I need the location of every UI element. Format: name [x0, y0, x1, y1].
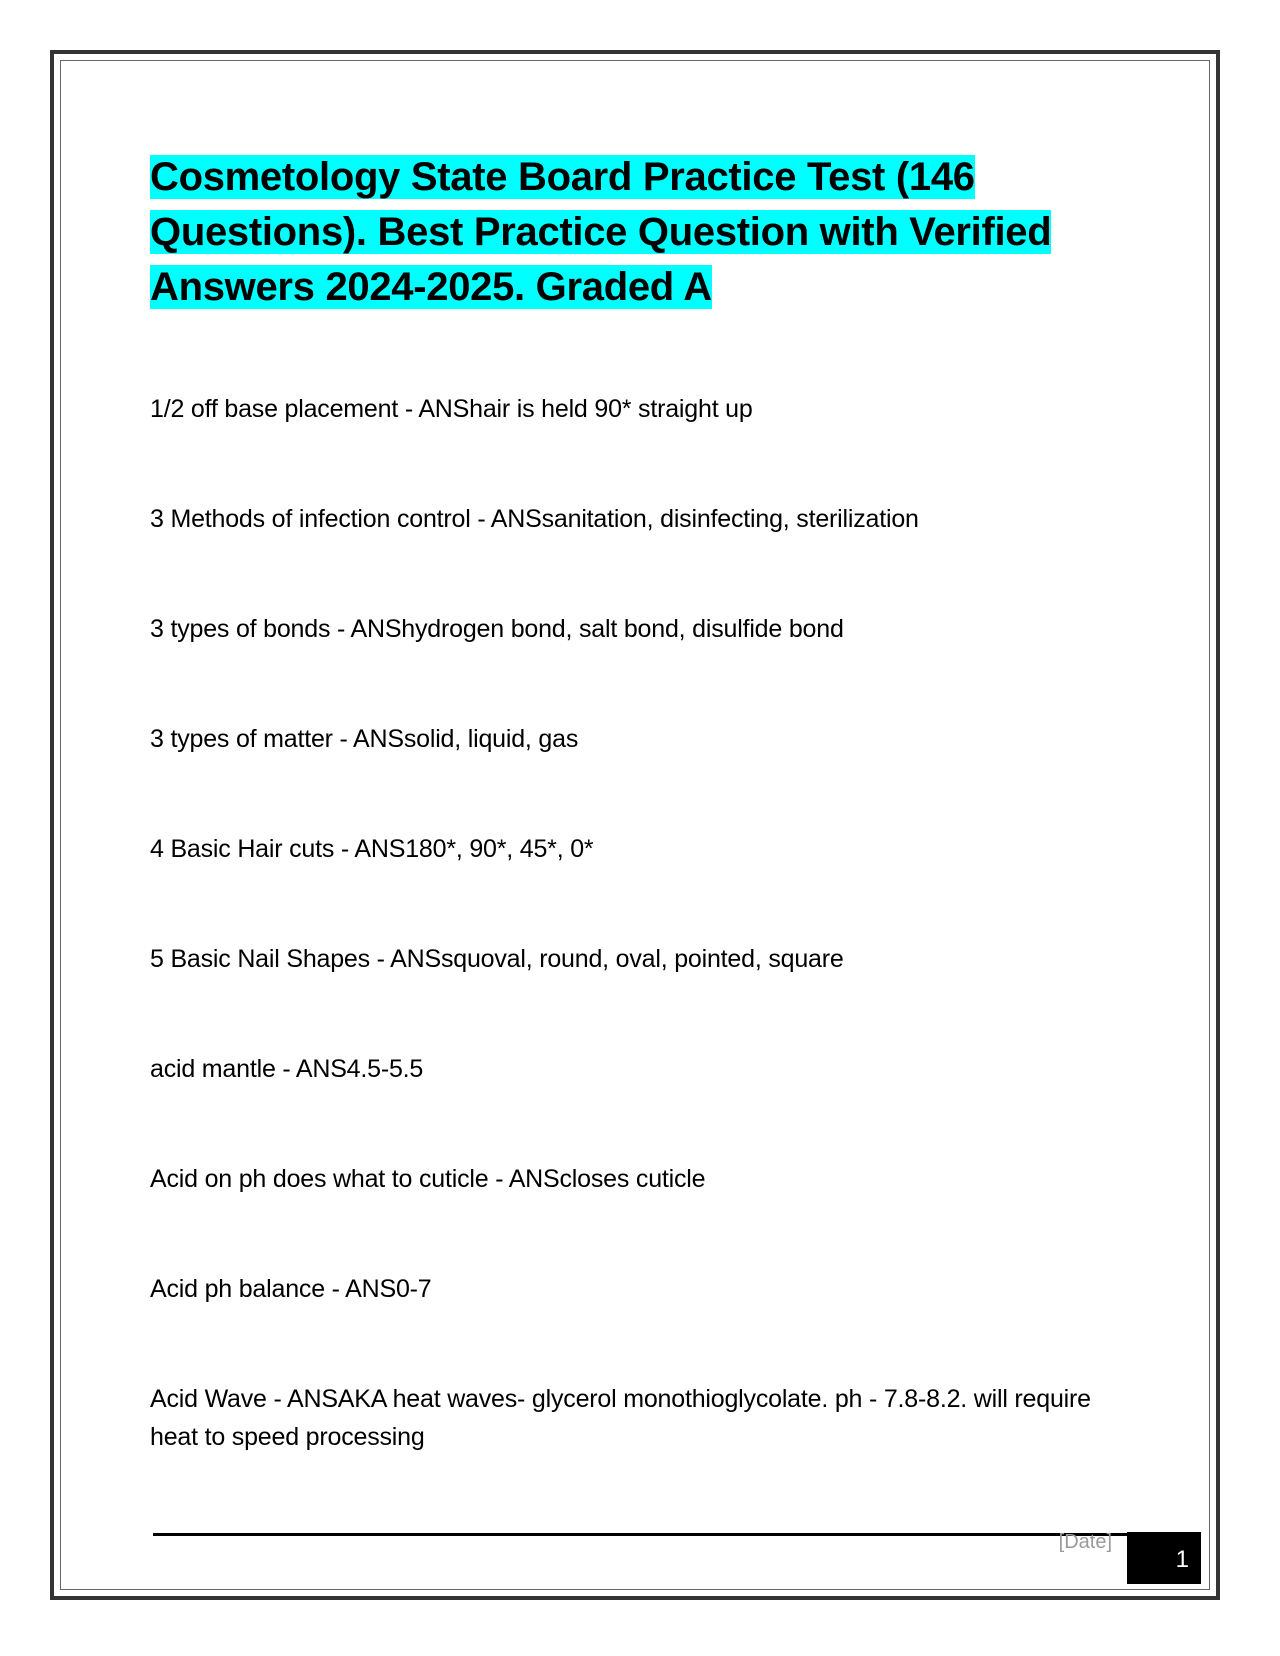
question-answer-item: Acid ph balance - ANS0-7	[150, 1275, 432, 1303]
question-answer-item: 5 Basic Nail Shapes - ANSsquoval, round, oval, pointed, square	[150, 945, 844, 973]
question-answer-list	[150, 390, 1110, 1530]
question-answer-item: 3 types of matter - ANSsolid, liquid, gas	[150, 725, 579, 753]
footer-divider	[153, 1533, 1201, 1536]
footer-date: [Date]	[1058, 1531, 1112, 1553]
question-answer-item: acid mantle - ANS4.5-5.5	[150, 1055, 424, 1083]
document-title	[150, 150, 1090, 315]
question-answer-item: 4 Basic Hair cuts - ANS180*, 90*, 45*, 0*	[150, 835, 594, 863]
question-answer-item: Acid Wave - ANSAKA heat waves- glycerol monothioglycolate. ph - 7.8-8.2. will require heat to speed processing	[150, 1385, 1091, 1451]
question-answer-item: 1/2 off base placement - ANShair is held 90* straight up	[150, 395, 753, 423]
page-number: 1	[1127, 1532, 1201, 1584]
document-title-highlight: Cosmetology State Board Practice Test (146 Questions). Best Practice Question with Verified Answers 2024-2025. Graded A	[150, 155, 1052, 309]
question-answer-item: 3 Methods of infection control - ANSsanitation, disinfecting, sterilization	[150, 505, 919, 533]
question-answer-item: 3 types of bonds - ANShydrogen bond, salt bond, disulfide bond	[150, 615, 844, 643]
question-answer-item: Acid on ph does what to cuticle - ANScloses cuticle	[150, 1165, 706, 1193]
